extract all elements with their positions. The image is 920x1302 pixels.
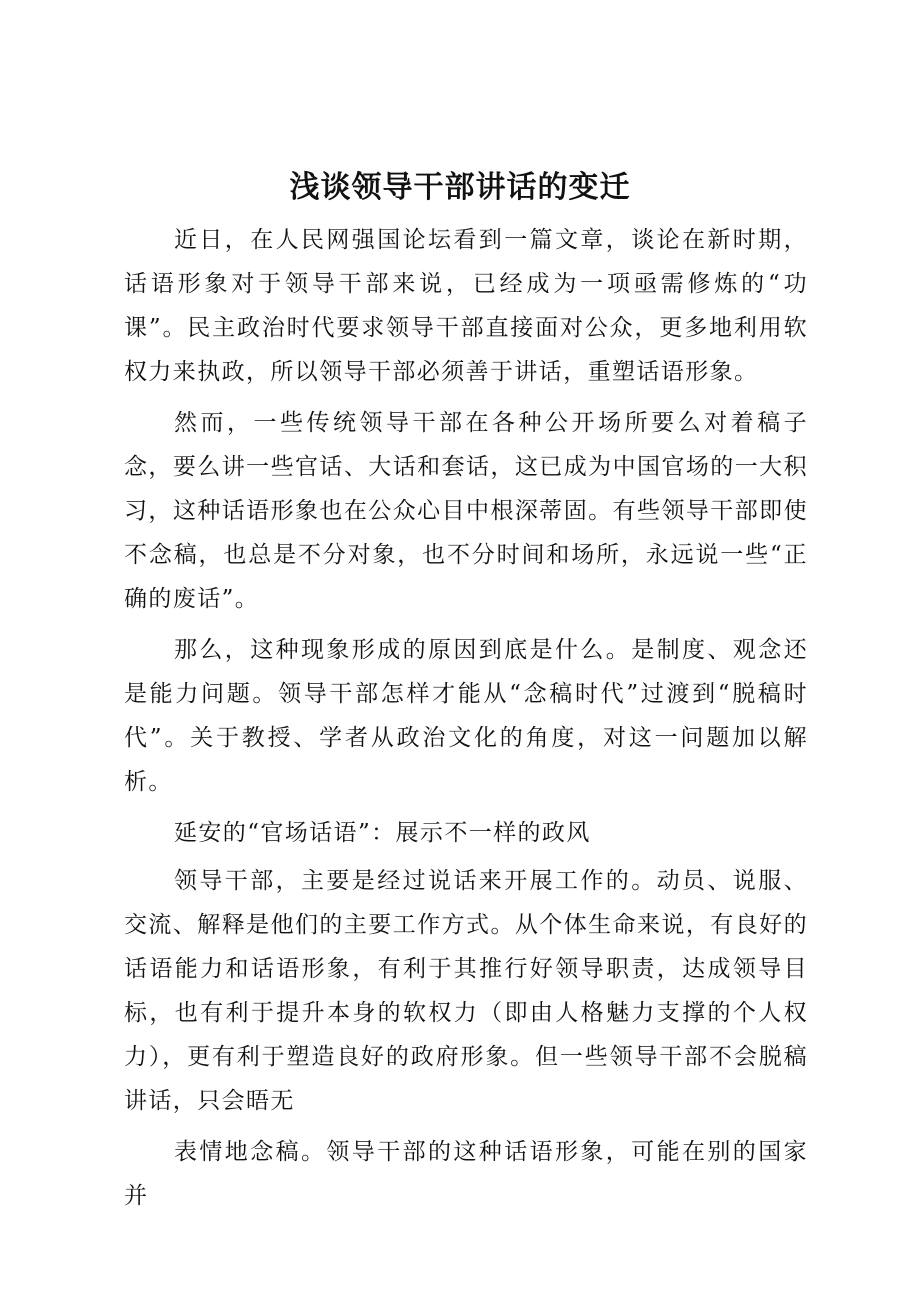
paragraph: 近日，在人民网强国论坛看到一篇文章，谈论在新时期，话语形象对于领导干部来说，已经成为一项亟需修炼的“功课”。民主政治时代要求领导干部直接面对公众，更多地利用软权力来执政，所以领导干部必须善于讲话，重塑话语形象。: [124, 227, 808, 385]
document-body: [124, 218, 808, 1225]
document-title: 浅谈领导干部讲话的变迁: [289, 170, 631, 205]
paragraph: 领导干部，主要是经过说话来开展工作的。动员、说服、交流、解释是他们的主要工作方式。从个体生命来说，有良好的话语能力和话语形象，有利于其推行好领导职责，达成领导目标，也有利于提升本身的软权力（即由人格魅力支撑的个人权力），更有利于塑造良好的政府形象。但一些领导干部不会脱稿讲话，只会晤无: [124, 868, 808, 1114]
section-heading: 延安的“官场话语”：展示不一样的政风: [174, 820, 591, 846]
paragraph: 表情地念稿。领导干部的这种话语形象，可能在别的国家并: [124, 1139, 808, 1209]
paragraph: 那么，这种现象形成的原因到底是什么。是制度、观念还是能力问题。领导干部怎样才能从“念稿时代”过渡到“脱稿时代”。关于教授、学者从政治文化的角度，对这一问题加以解析。: [124, 637, 808, 795]
paragraph: 然而，一些传统领导干部在各种公开场所要么对着稿子念，要么讲一些官话、大话和套话，这已成为中国官场的一大积习，这种话语形象也在公众心目中根深蒂固。有些领导干部即使不念稿，也总是不分对象，也不分时间和场所，永远说一些“正确的废话”。: [124, 410, 808, 612]
